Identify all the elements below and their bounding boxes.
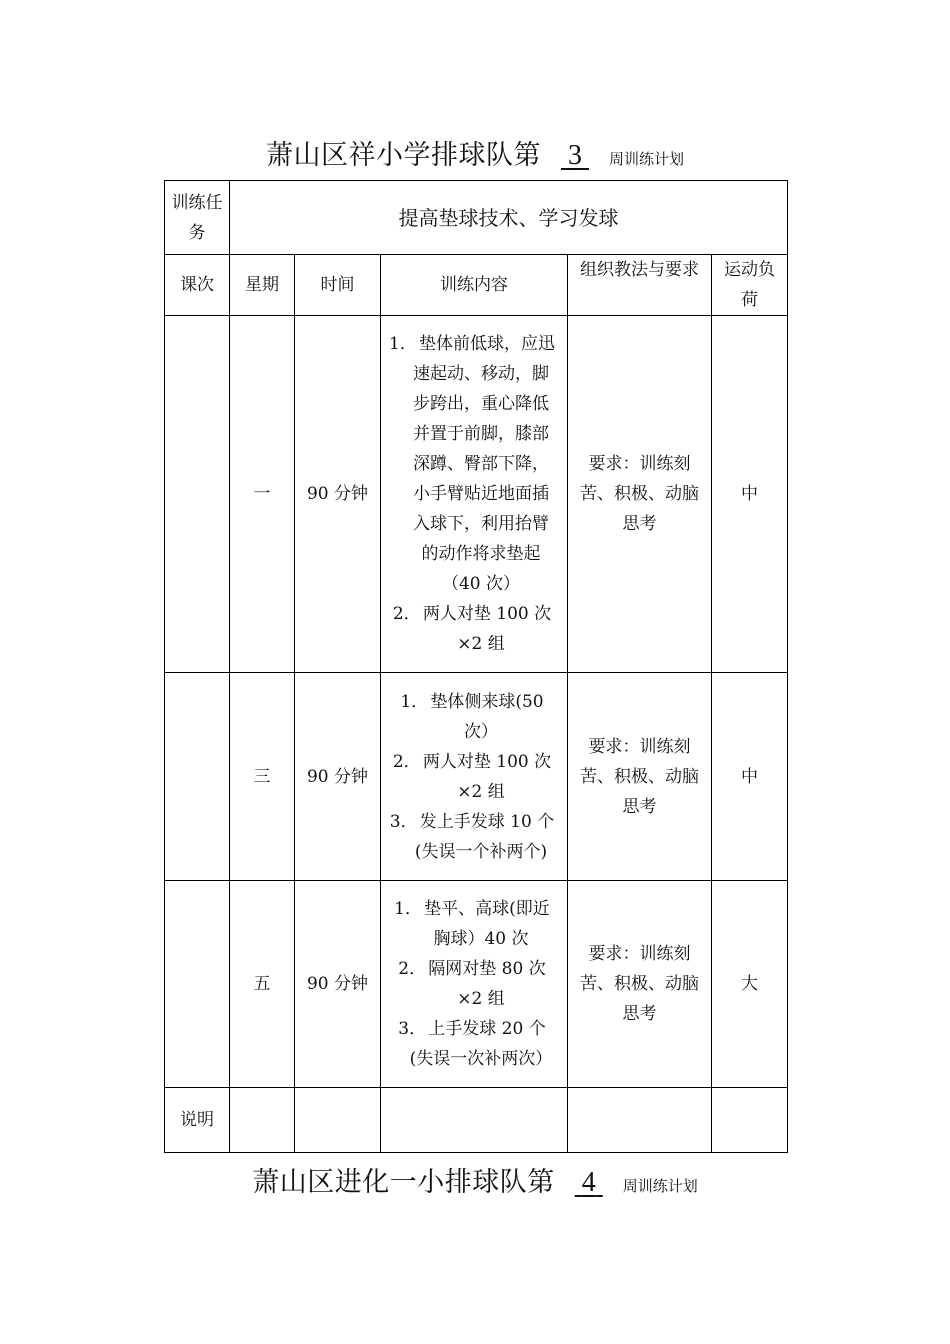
notes-row [165, 1088, 788, 1153]
content-item: 2． 两人对垫 100 次×2 组 [392, 751, 552, 802]
notes-cell [381, 1088, 568, 1153]
content-item: 1． 垫平、高球(即近胸球）40 次 [394, 899, 550, 949]
header-lesson: 课次 [165, 255, 230, 316]
title-suffix: 周训练计划 [608, 150, 684, 168]
session-day: 一 [230, 316, 295, 673]
content-item: 2． 两人对垫 100 次×2 组 [392, 604, 552, 654]
notes-label: 说明 [165, 1088, 230, 1153]
header-method: 组织教法与要求 [568, 255, 712, 316]
header-content: 训练内容 [381, 255, 568, 316]
task-label: 训练任务 [165, 181, 230, 255]
header-time: 时间 [295, 255, 381, 316]
title-week-number: 3 [567, 140, 582, 171]
title-suffix: 周训练计划 [622, 1177, 698, 1195]
training-plan-table [164, 180, 788, 1153]
session-load: 大 [712, 881, 788, 1088]
session-time: 90 分钟 [295, 673, 381, 881]
plan-title-week-3 [0, 133, 950, 172]
content-item: 2． 隔网对垫 80 次×2 组 [398, 959, 546, 1009]
content-item: 3． 上手发球 20 个(失误一次补两次） [398, 1019, 553, 1069]
session-day: 五 [230, 881, 295, 1088]
plan-title-week-4 [0, 1160, 950, 1199]
notes-cell [295, 1088, 381, 1153]
session-method: 要求：训练刻苦、积极、动脑思考 [568, 881, 712, 1088]
session-method: 要求：训练刻苦、积极、动脑思考 [568, 316, 712, 673]
session-time: 90 分钟 [295, 881, 381, 1088]
session-content [381, 881, 568, 1088]
session-lesson [165, 673, 230, 881]
content-item: 1． 垫体前低球，应迅速起动、移动，脚步跨出，重心降低并置于前脚，膝部深蹲、臀部下降，小手臂贴近地面插入球下，利用抬臂的动作将求垫起（40 次） [389, 334, 555, 594]
session-method: 要求：训练刻苦、积极、动脑思考 [568, 673, 712, 881]
task-row [165, 181, 788, 255]
title-week-number: 4 [581, 1167, 596, 1198]
session-row-friday [165, 881, 788, 1088]
session-load: 中 [712, 673, 788, 881]
title-school: 萧山区进化一小排球队第 [252, 1167, 555, 1198]
session-load: 中 [712, 316, 788, 673]
notes-cell [230, 1088, 295, 1153]
content-item: 1． 垫体侧来球(50 次） [400, 691, 544, 742]
session-content [381, 316, 568, 673]
title-school: 萧山区祥小学排球队第 [265, 140, 541, 171]
task-value: 提高垫球技术、学习发球 [230, 181, 788, 255]
session-day: 三 [230, 673, 295, 881]
session-lesson [165, 881, 230, 1088]
header-load: 运动负荷 [712, 255, 788, 316]
notes-cell [712, 1088, 788, 1153]
session-row-monday [165, 316, 788, 673]
session-lesson [165, 316, 230, 673]
session-time: 90 分钟 [295, 316, 381, 673]
notes-cell [568, 1088, 712, 1153]
session-row-wednesday [165, 673, 788, 881]
header-day: 星期 [230, 255, 295, 316]
content-item: 3． 发上手发球 10 个(失误一个补两个) [389, 811, 555, 862]
header-row [165, 255, 788, 316]
session-content [381, 673, 568, 881]
